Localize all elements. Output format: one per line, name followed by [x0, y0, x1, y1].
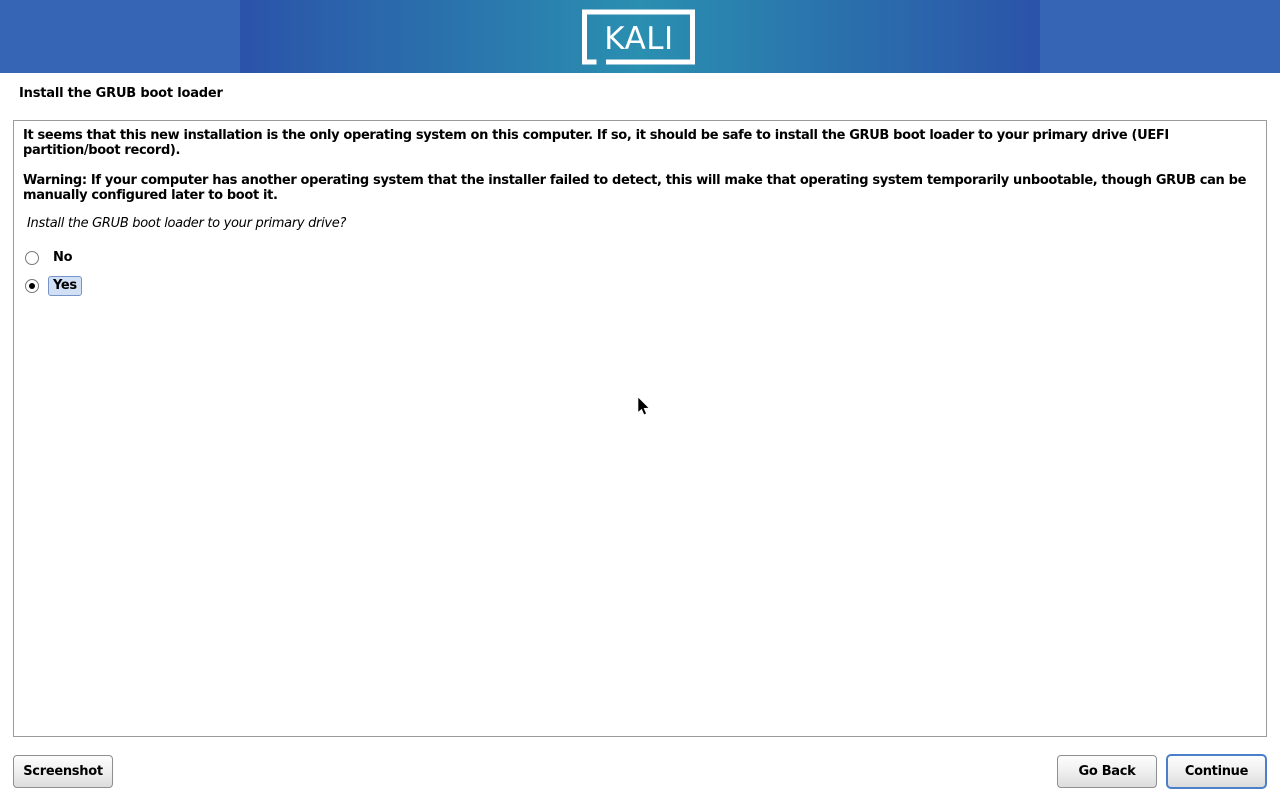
screenshot-button[interactable]: Screenshot — [13, 755, 113, 788]
grub-warning-paragraph: Warning: If your computer has another operating system that the installer failed to detect, this will make that operating system temporarily unbootable, though GRUB can be manually configured later to boot it. — [23, 173, 1247, 203]
grub-dialog-box — [13, 120, 1267, 737]
radio-button-no[interactable] — [25, 251, 39, 265]
radio-option-no[interactable] — [23, 244, 1257, 272]
radio-option-yes[interactable] — [23, 272, 1257, 300]
radio-label-yes[interactable]: Yes — [48, 276, 82, 296]
kali-logo-text: KALI — [604, 21, 674, 57]
go-back-button[interactable]: Go Back — [1057, 755, 1157, 788]
page-title: Install the GRUB boot loader — [19, 86, 223, 101]
grub-info-paragraph: It seems that this new installation is the only operating system on this computer. If so, it should be safe to install the GRUB boot loader to your primary drive (UEFI partition/boot record). — [23, 128, 1169, 158]
kali-logo-icon — [582, 9, 698, 65]
radio-button-yes[interactable] — [25, 279, 39, 293]
grub-question: Install the GRUB boot loader to your primary drive? — [27, 216, 347, 231]
continue-button[interactable]: Continue — [1166, 754, 1267, 789]
kali-banner — [0, 0, 1280, 73]
radio-label-no[interactable]: No — [53, 250, 73, 265]
